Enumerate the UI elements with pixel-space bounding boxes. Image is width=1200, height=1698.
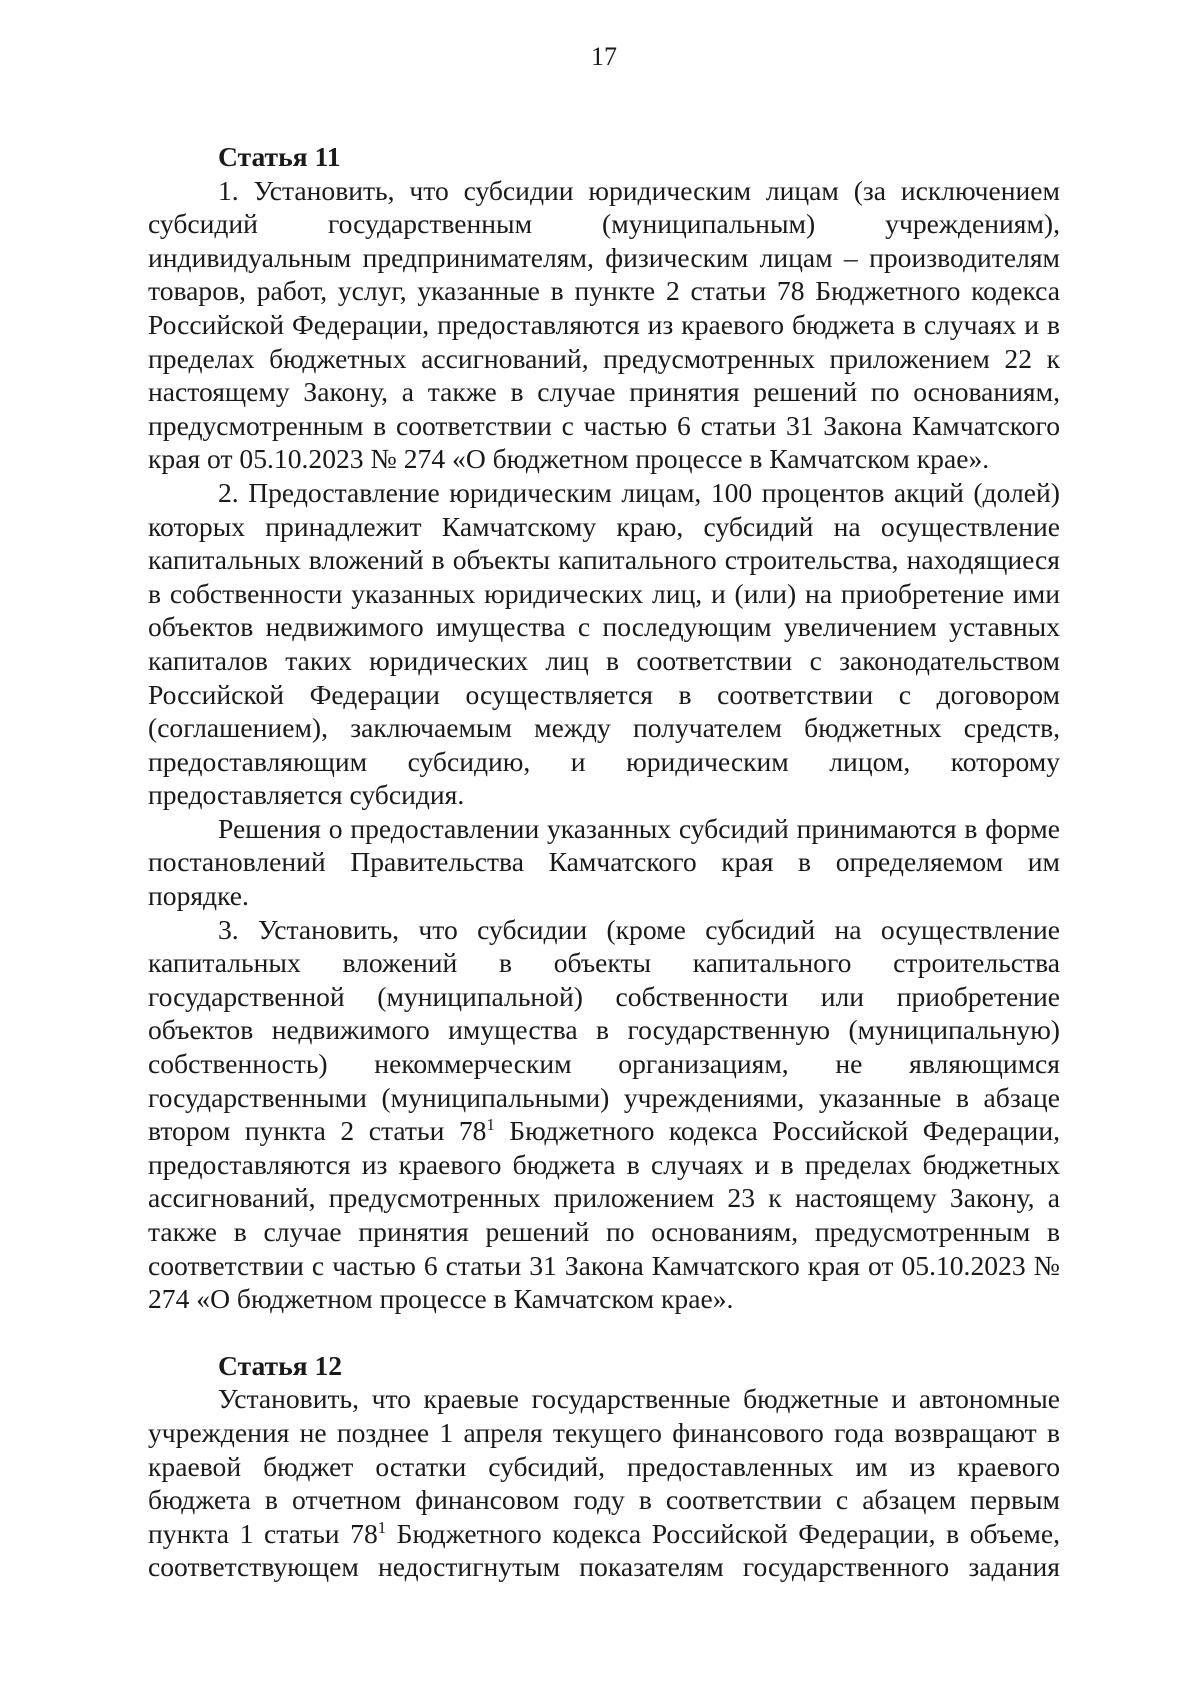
article-12 (148, 1349, 1060, 1584)
article-11 (148, 140, 1060, 1316)
paragraph: 2. Предоставление юридическим лицам, 100 процентов акций (долей) которых принадлежит Камчатскому краю, субсидий на осуществление капитальных вложений в объекты капитального строительства, находящиеся в собственности указанных юридических лиц, и (или) на приобретение ими объектов недвижимого имущества с последующим увеличением уставных капиталов таких юридических лиц в соответствии с законодательством Российской Федерации осуществляется в соответствии с договором (соглашением), заключаемым между получателем бюджетных средств, предоставляющим субсидию, и юридическим лицом, которому предоставляется субсидия. (148, 476, 1060, 811)
paragraph: 1. Установить, что субсидии юридическим лицам (за исключением субсидий государственным (муниципальным) учреждениям), индивидуальным предпринимателям, физическим лицам – производителям товаров, работ, услуг, указанные в пункте 2 статьи 78 Бюджетного кодекса Российской Федерации, предоставляются из краевого бюджета в случаях и в пределах бюджетных ассигнований, предусмотренных приложением 22 к настоящему Закону, а также в случае принятия решений по основаниям, предусмотренным в соответствии с частью 6 статьи 31 Закона Камчатского края от 05.10.2023 № 274 «О бюджетном процессе в Камчатском крае». (148, 174, 1060, 475)
article-heading: Статья 11 (218, 141, 341, 172)
paragraph-text: Бюджетного кодекса Российской Федерации, предоставляются из краевого бюджета в случаях и в пределах бюджетных ассигнований, предусмотренных приложением 23 к настоящему Закону, а также в случае принятия решений по основаниям, предусмотренным в соответствии с частью 6 статьи 31 Закона Камчатского края от 05.10.2023 № 274 «О бюджетном процессе в Камчатском крае». (148, 1115, 1060, 1315)
paragraph-text: Бюджетного кодекса Российской Федерации, в объеме, соответствующем недостигнутым показателям государственного задания (148, 1517, 1060, 1583)
paragraph: Решения о предоставлении указанных субсидий принимаются в форме постановлений Правительства Камчатского края в определяемом им порядке. (148, 812, 1060, 912)
page-number: 17 (591, 42, 617, 71)
superscript: 1 (377, 1517, 387, 1537)
paragraph (148, 1382, 1060, 1584)
paragraph (148, 913, 1060, 1316)
superscript: 1 (486, 1115, 495, 1135)
document-body (148, 140, 1060, 1584)
paragraph-text: 3. Установить, что субсидии (кроме субсидий на осуществление капитальных вложений в объекты капитального строительства государственной (муниципальной) собственности или приобретение объектов недвижимого имущества в государственную (муниципальную) собственность) некоммерческим организациям, не являющимся государственными (муниципальными) учреждениями, указанные в абзаце втором пункта 2 статьи 78 (148, 913, 1060, 1147)
section-gap (148, 1316, 1060, 1349)
article-heading: Статья 12 (218, 1349, 343, 1381)
document-page (148, 0, 1060, 1698)
paragraph-text: Установить, что краевые государственные бюджетные и автономные учреждения не позднее 1 апреля текущего финансового года возвращают в краевой бюджет остатки субсидий, предоставленных им из краевого бюджета в отчетном финансовом году в соответствии с абзацем первым пункта 1 статьи 78 (148, 1383, 1060, 1549)
